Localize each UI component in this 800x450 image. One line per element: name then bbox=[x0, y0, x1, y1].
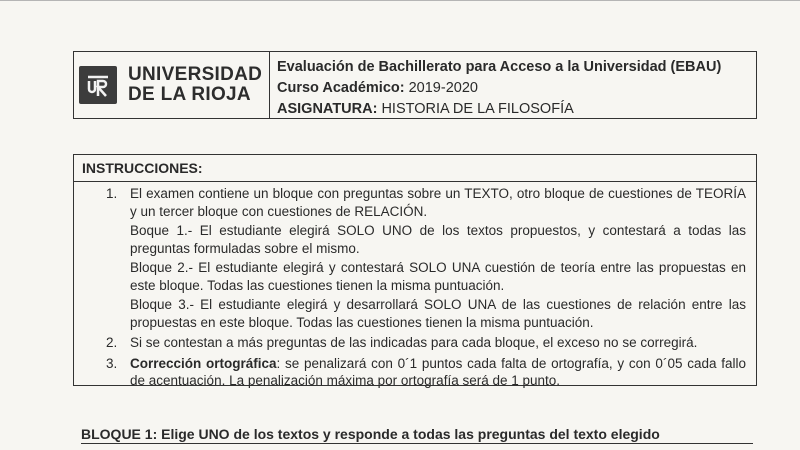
instruction-number: 2. bbox=[106, 335, 118, 350]
university-name bbox=[128, 65, 262, 105]
course-value: 2019-2020 bbox=[408, 80, 478, 96]
subject-label: ASIGNATURA: bbox=[277, 101, 378, 117]
subject-line bbox=[277, 99, 721, 120]
instruction-paragraph: Boque 1.- El estudiante elegirá SOLO UNO de los textos propuestos, y contestará a todas las preguntas formuladas sobre el mismo. bbox=[130, 223, 746, 256]
instruction-paragraph bbox=[130, 355, 746, 390]
university-name-line1: UNIVERSIDAD bbox=[128, 64, 263, 85]
top-divider bbox=[0, 0, 800, 1]
instruction-paragraph: El examen contiene un bloque con preguntas sobre un TEXTO, otro bloque de cuestiones de TEORÍA y un tercer bloque con cuestiones de RELACIÓN. bbox=[130, 186, 746, 219]
instruction-paragraph: Bloque 2.- El estudiante elegirá y contestará SOLO UNA cuestión de teoría entre las propuestas en este bloque. Todas las cuestiones tienen la misma puntuación. bbox=[130, 260, 746, 293]
instruction-number: 1. bbox=[106, 186, 118, 201]
exam-header bbox=[73, 51, 757, 119]
instruction-number: 3. bbox=[106, 355, 118, 371]
instruction-paragraph: Bloque 3.- El estudiante elegirá y desarrollará SOLO UNA de las cuestiones de relación entre las propuestas en este bloque. Todas las cuestiones tienen la misma puntuación. bbox=[130, 297, 746, 330]
course-label: Curso Académico: bbox=[277, 80, 405, 96]
exam-title: Evaluación de Bachillerato para Acceso a la Universidad (EBAU) bbox=[277, 59, 722, 75]
spelling-correction-label: Corrección ortográfica bbox=[130, 355, 277, 371]
exam-info bbox=[270, 52, 729, 118]
spelling-correction-text: : se penalizará con 0´1 puntos cada falta de ortografía, y con 0´05 cada fallo de acentuación. La penalización máxima por ortografía será de 1 punto. bbox=[130, 355, 746, 388]
instructions-box bbox=[73, 154, 757, 386]
university-name-line2: DE LA RIOJA bbox=[128, 84, 251, 105]
instruction-item bbox=[106, 355, 746, 390]
instruction-item bbox=[106, 185, 746, 331]
subject-value: HISTORIA DE LA FILOSOFÍA bbox=[381, 101, 574, 117]
instructions-list bbox=[74, 182, 756, 390]
university-emblem-icon bbox=[79, 66, 117, 104]
university-logo bbox=[74, 52, 270, 118]
instruction-paragraph: Si se contestan a más preguntas de las indicadas para cada bloque, el exceso no se corregirá. bbox=[130, 335, 698, 350]
instruction-item bbox=[106, 334, 746, 352]
bloque1-heading: BLOQUE 1: Elige UNO de los textos y responde a todas las preguntas del texto elegido bbox=[81, 425, 753, 444]
instructions-title: INSTRUCCIONES: bbox=[74, 155, 756, 182]
course-line bbox=[277, 78, 721, 99]
